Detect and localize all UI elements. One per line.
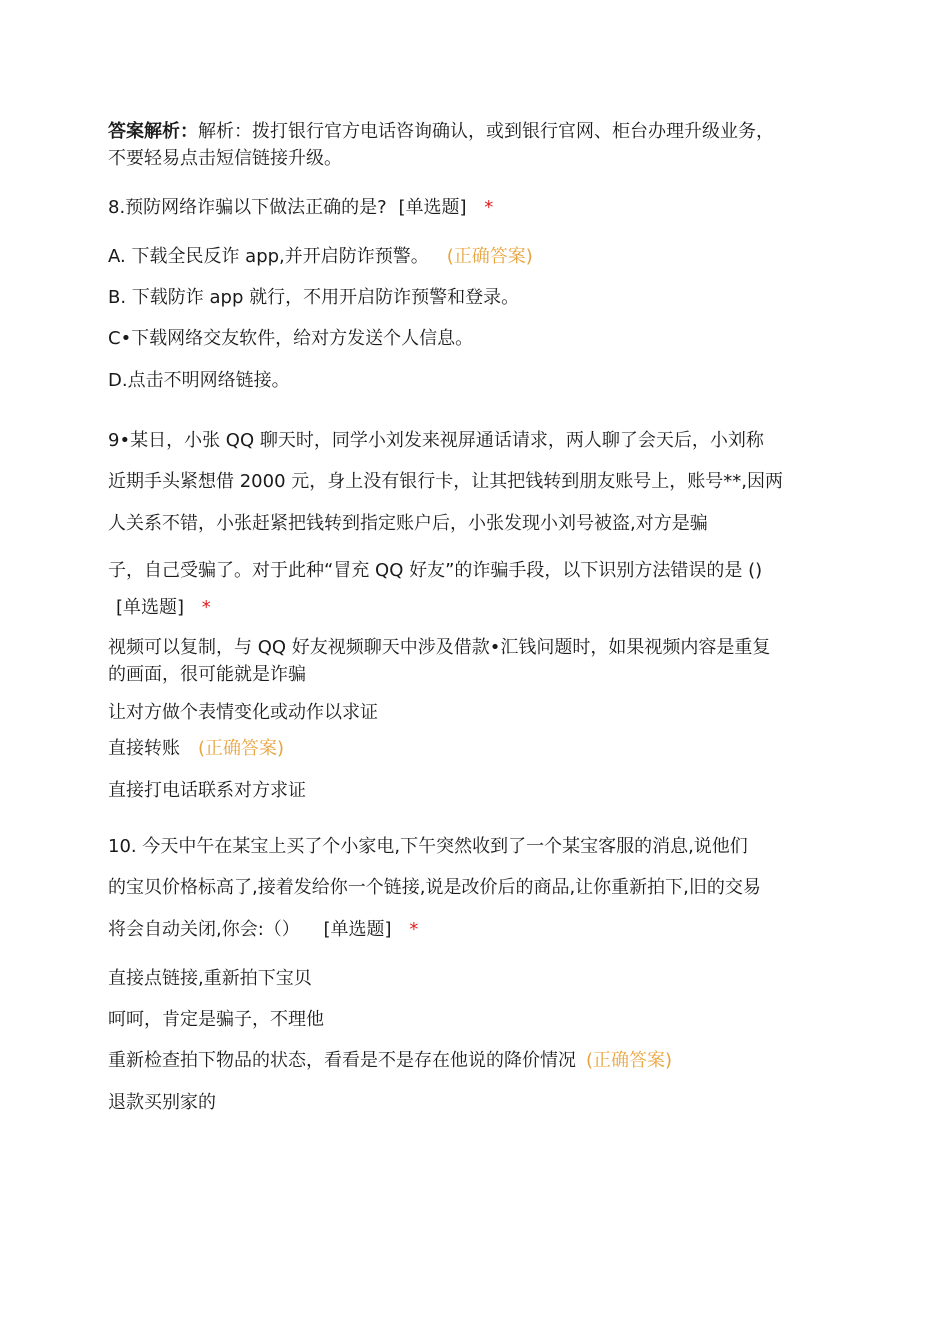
question-title-text: 8.预防网络诈骗以下做法正确的是? [108,197,387,218]
analysis-line-2: 不要轻易点击短信链接升级。 [108,148,342,169]
q9-option-c[interactable] [108,737,284,761]
q9-option-a-line-1[interactable]: 视频可以复制，与 QQ 好友视频聊天中涉及借款•汇钱问题时，如果视频内容是重复 [108,637,771,658]
option-text: 重新检查拍下物品的状态，看看是不是存在他说的降价情况 [108,1050,576,1071]
required-marker: * [484,197,494,218]
question-type: [单选题] [398,197,467,218]
q8-option-c[interactable]: C•下载网络交友软件，给对方发送个人信息。 [108,328,474,349]
question-9-line-4: 子，自己受骗了。对于此种“冒充 QQ 好友”的诈骗手段，以下识别方法错误的是 () [108,560,763,581]
q10-option-d[interactable]: 退款买别家的 [108,1092,216,1113]
correct-answer-label: (正确答案) [198,738,285,759]
required-marker: * [201,597,211,618]
q10-option-c[interactable] [108,1049,672,1073]
q8-option-d[interactable]: D.点击不明网络链接。 [108,370,290,391]
q8-option-a[interactable] [108,245,533,269]
question-8-title [108,196,493,220]
q9-option-d[interactable]: 直接打电话联系对方求证 [108,780,306,801]
correct-answer-label: (正确答案) [586,1050,673,1071]
q9-option-b[interactable]: 让对方做个表情变化或动作以求证 [108,702,378,723]
required-marker: * [409,919,419,940]
q9-option-a-line-2[interactable]: 的画面，很可能就是诈骗 [108,664,306,685]
option-text: 直接转账 [108,738,180,759]
option-text: A. 下载全民反诈 app,并开启防诈预警。 [108,246,429,267]
question-type: [单选题] [323,919,392,940]
question-9-line-1: 9•某日，小张 QQ 聊天时，同学小刘发来视屏通话请求，两人聊了会天后，小刘称 [108,430,764,451]
question-9-meta [116,596,211,620]
analysis-label: 答案解析： [108,121,198,142]
question-9-line-3: 人关系不错，小张赶紧把钱转到指定账户后，小张发现小刘号被盗,对方是骗 [108,513,708,534]
question-10-line-1: 10. 今天中午在某宝上买了个小家电,下午突然收到了一个某宝客服的消息,说他们 [108,836,748,857]
analysis-text: 解析：拨打银行官方电话咨询确认，或到银行官网、柜台办理升级业务， [198,121,774,142]
question-type: [单选题] [116,597,185,618]
q8-option-b[interactable]: B. 下载防诈 app 就行，不用开启防诈预警和登录。 [108,287,520,308]
question-10-line-3 [108,918,418,942]
analysis-line-1 [108,120,774,144]
question-9-line-2: 近期手头紧想借 2000 元，身上没有银行卡，让其把钱转到朋友账号上，账号**,因两 [108,471,783,492]
q10-option-a[interactable]: 直接点链接,重新拍下宝贝 [108,968,312,989]
question-10-line-2: 的宝贝价格标高了,接着发给你一个链接,说是改价后的商品,让你重新拍下,旧的交易 [108,877,761,898]
question-text: 将会自动关闭,你会:（） [108,919,300,940]
q10-option-b[interactable]: 呵呵，肯定是骗子，不理他 [108,1009,324,1030]
correct-answer-label: (正确答案) [446,246,533,267]
